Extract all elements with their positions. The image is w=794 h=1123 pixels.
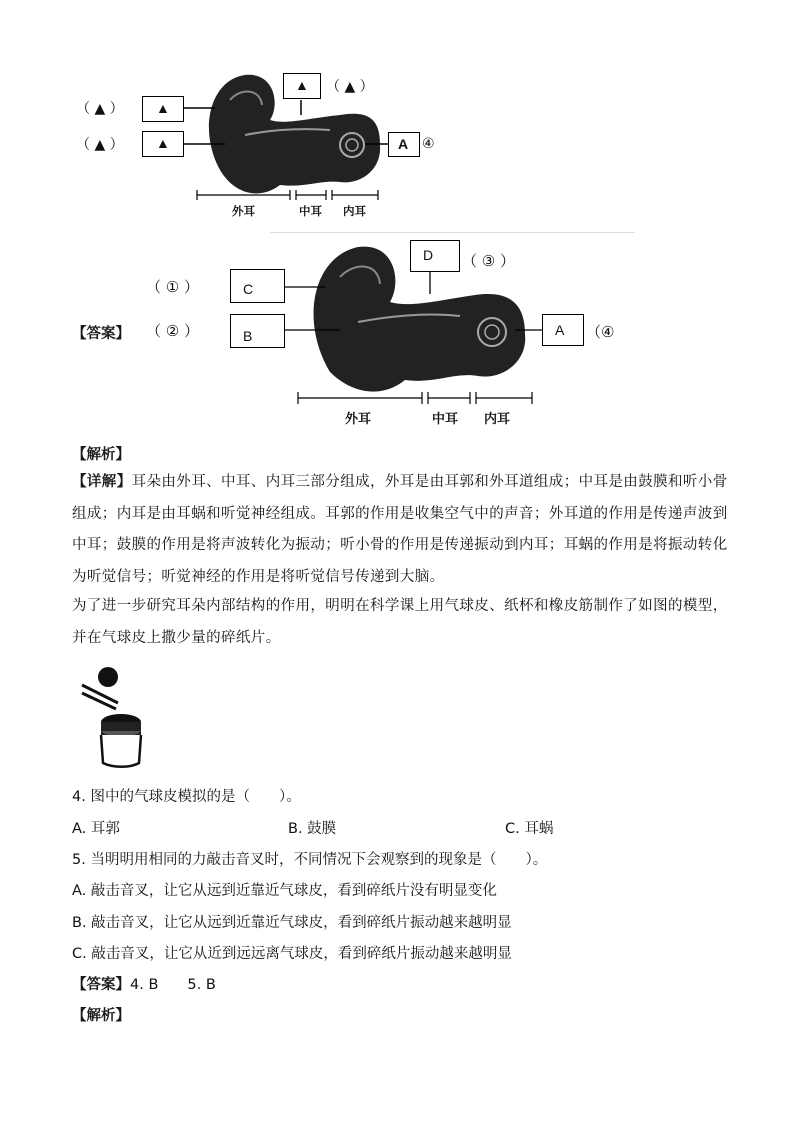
- answer2-text: 4. B 5. B: [130, 977, 216, 993]
- intro-paragraph: 为了进一步研究耳朵内部结构的作用，明明在科学课上用气球皮、纸杯和橡皮筋制作了如图的模型，并在气球皮上撒少量的碎纸片。: [72, 598, 728, 646]
- analysis-tag: 【解析】: [72, 447, 130, 463]
- model-illustration: [78, 665, 148, 770]
- fig2-paren-1: （ ① ）: [146, 278, 199, 296]
- q5-option-c[interactable]: C. 敲击音叉，让它从近到远远离气球皮，看到碎纸片振动越来越明显: [72, 946, 512, 962]
- fig2-paren-3: （ ③ ）: [462, 252, 515, 270]
- fig1-seg-middle: 中耳: [299, 204, 322, 218]
- detail-paragraph: [72, 467, 732, 593]
- q4-option-c[interactable]: C. 耳蜗: [505, 821, 554, 837]
- detail-text: 耳朵由外耳、中耳、内耳三部分组成，外耳是由耳郭和外耳道组成；中耳是由鼓膜和听小骨组成；内耳是由耳蜗和听觉神经组成。耳郭的作用是收集空气中的声音；外耳道的作用是传递声波到中耳；鼓膜的作用是将声波转化为振动；听小骨的作用是传递振动到内耳；耳蜗的作用是将振动转化为听觉信号；听觉神经的作用是将听觉信号传递到大脑。: [72, 474, 728, 585]
- answer-tag: 【答案】: [72, 326, 130, 342]
- q5-option-a[interactable]: A. 敲击音叉，让它从远到近靠近气球皮，看到碎纸片没有明显变化: [72, 883, 497, 899]
- fig2-label-4: （④: [586, 323, 615, 341]
- fig1-seg-outer: 外耳: [232, 204, 255, 218]
- ear-diagram-question: [70, 60, 470, 230]
- fig1-box-left-top: ▲: [142, 96, 184, 122]
- fig1-paren-left-bottom: （ ▲ ）: [76, 137, 124, 153]
- answer2-tag: 【答案】: [72, 977, 130, 993]
- ear-diagram-answer: [140, 232, 640, 432]
- fig2-paren-2: （ ② ）: [146, 322, 199, 340]
- fig1-label-4: ④: [422, 136, 435, 152]
- fig1-paren-left-top: （ ▲ ）: [76, 101, 124, 117]
- fig2-box-c: C: [230, 269, 285, 303]
- q4-stem: 4. 图中的气球皮模拟的是（ ）。: [72, 789, 301, 805]
- q5-stem: 5. 当明明用相同的力敲击音叉时，不同情况下会观察到的现象是（ ）。: [72, 852, 548, 868]
- fig1-paren-top-right: （ ▲ ）: [326, 79, 374, 95]
- fig2-box-b: B: [230, 314, 285, 348]
- q4-option-a[interactable]: A. 耳郭: [72, 821, 120, 837]
- answer2-line: [72, 973, 216, 994]
- tuning-fork-cup-icon: [78, 665, 148, 770]
- fig1-box-left-bottom: ▲: [142, 131, 184, 157]
- q5-option-b[interactable]: B. 敲击音叉，让它从远到近靠近气球皮，看到碎纸片振动越来越明显: [72, 915, 512, 931]
- fig2-box-d: D: [410, 240, 460, 272]
- fig1-box-right: A: [388, 132, 420, 157]
- fig2-seg-outer: 外耳: [345, 412, 372, 427]
- fig1-box-top: ▲: [283, 73, 321, 99]
- fig1-seg-inner: 内耳: [343, 204, 366, 218]
- analysis2-tag: 【解析】: [72, 1008, 130, 1024]
- fig2-box-a: A: [542, 314, 584, 346]
- fig2-seg-middle: 中耳: [432, 412, 459, 427]
- detail-tag: 【详解】: [72, 474, 132, 490]
- q4-option-b[interactable]: B. 鼓膜: [288, 821, 337, 837]
- fig2-seg-inner: 内耳: [484, 412, 511, 427]
